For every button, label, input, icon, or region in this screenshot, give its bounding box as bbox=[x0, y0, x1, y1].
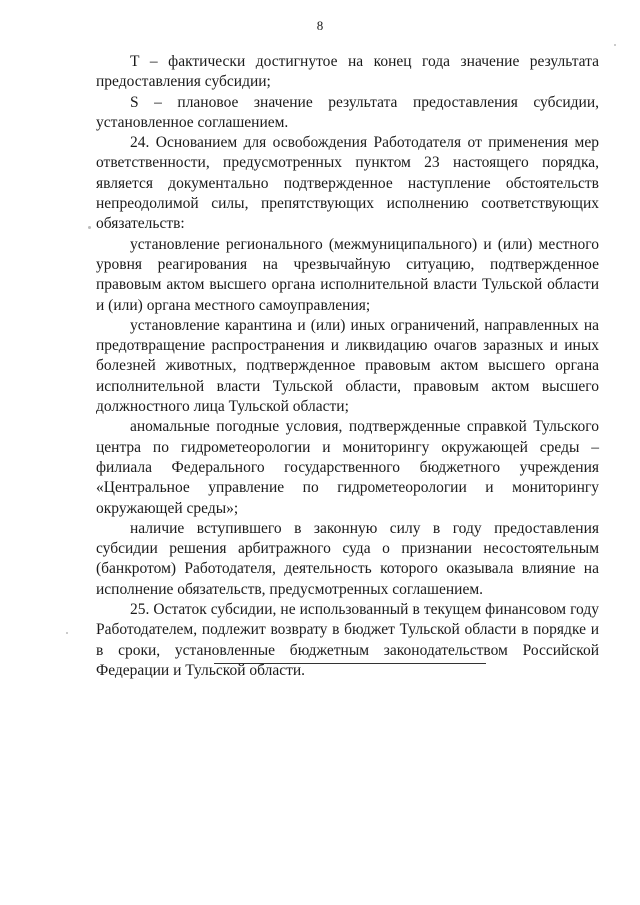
paragraph-emergency-response: установление регионального (межмуниципального) и (или) местного уровня реагирования на чрезвычайную ситуацию, подтвержденное правовым актом высшего органа исполнительной власти Тульской области и (или) органа местного самоуправления; bbox=[96, 235, 599, 314]
scan-speck bbox=[88, 226, 91, 229]
page-number: 8 bbox=[316, 18, 324, 33]
scan-speck bbox=[66, 632, 68, 634]
paragraph-25: 25. Остаток субсидии, не использованный в текущем финансовом году Работодателем, подлежит возврату в бюджет Тульской области в порядке и в сроки, установленные бюджетным законодательством Российской Федерации и Тульской области. bbox=[96, 601, 599, 679]
paragraph-24: 24. Основанием для освобождения Работодателя от применения мер ответственности, предусмотренных пунктом 23 настоящего порядка, является документально подтвержденное наступление обстоятельств непреодолимой силы, препятствующих исполнению соответствующих обязательств: bbox=[96, 134, 599, 233]
paragraph-weather: аномальные погодные условия, подтвержденные справкой Тульского центра по гидрометеорологии и мониторингу окружающей среды – филиала Федерального государственного бюджетного учреждения «Центральное управление по гидрометеорологии и мониторингу окружающей среды»; bbox=[96, 418, 599, 517]
paragraph-t-definition: Т – фактически достигнутое на конец года значение результата предоставления субсидии; bbox=[96, 53, 599, 91]
paragraph-quarantine: установление карантина и (или) иных ограничений, направленных на предотвращение распространения и ликвидацию очагов заразных и иных болезней животных, подтвержденное правовым актом высшего органа исполнительной власти Тульской области, правовым актом высшего должностного лица Тульской области; bbox=[96, 316, 599, 416]
document-body bbox=[96, 52, 599, 681]
scan-speck bbox=[614, 44, 616, 46]
paragraph-s-definition: S – плановое значение результата предоставления субсидии, установленное соглашением. bbox=[96, 93, 599, 131]
end-divider-line bbox=[214, 663, 486, 664]
paragraph-bankruptcy: наличие вступившего в законную силу в году предоставления субсидии решения арбитражного суда о признании несостоятельным (банкротом) Работодателя, деятельность которого оказывала влияние на исполнение обязательств, предусмотренных соглашением. bbox=[96, 519, 599, 598]
